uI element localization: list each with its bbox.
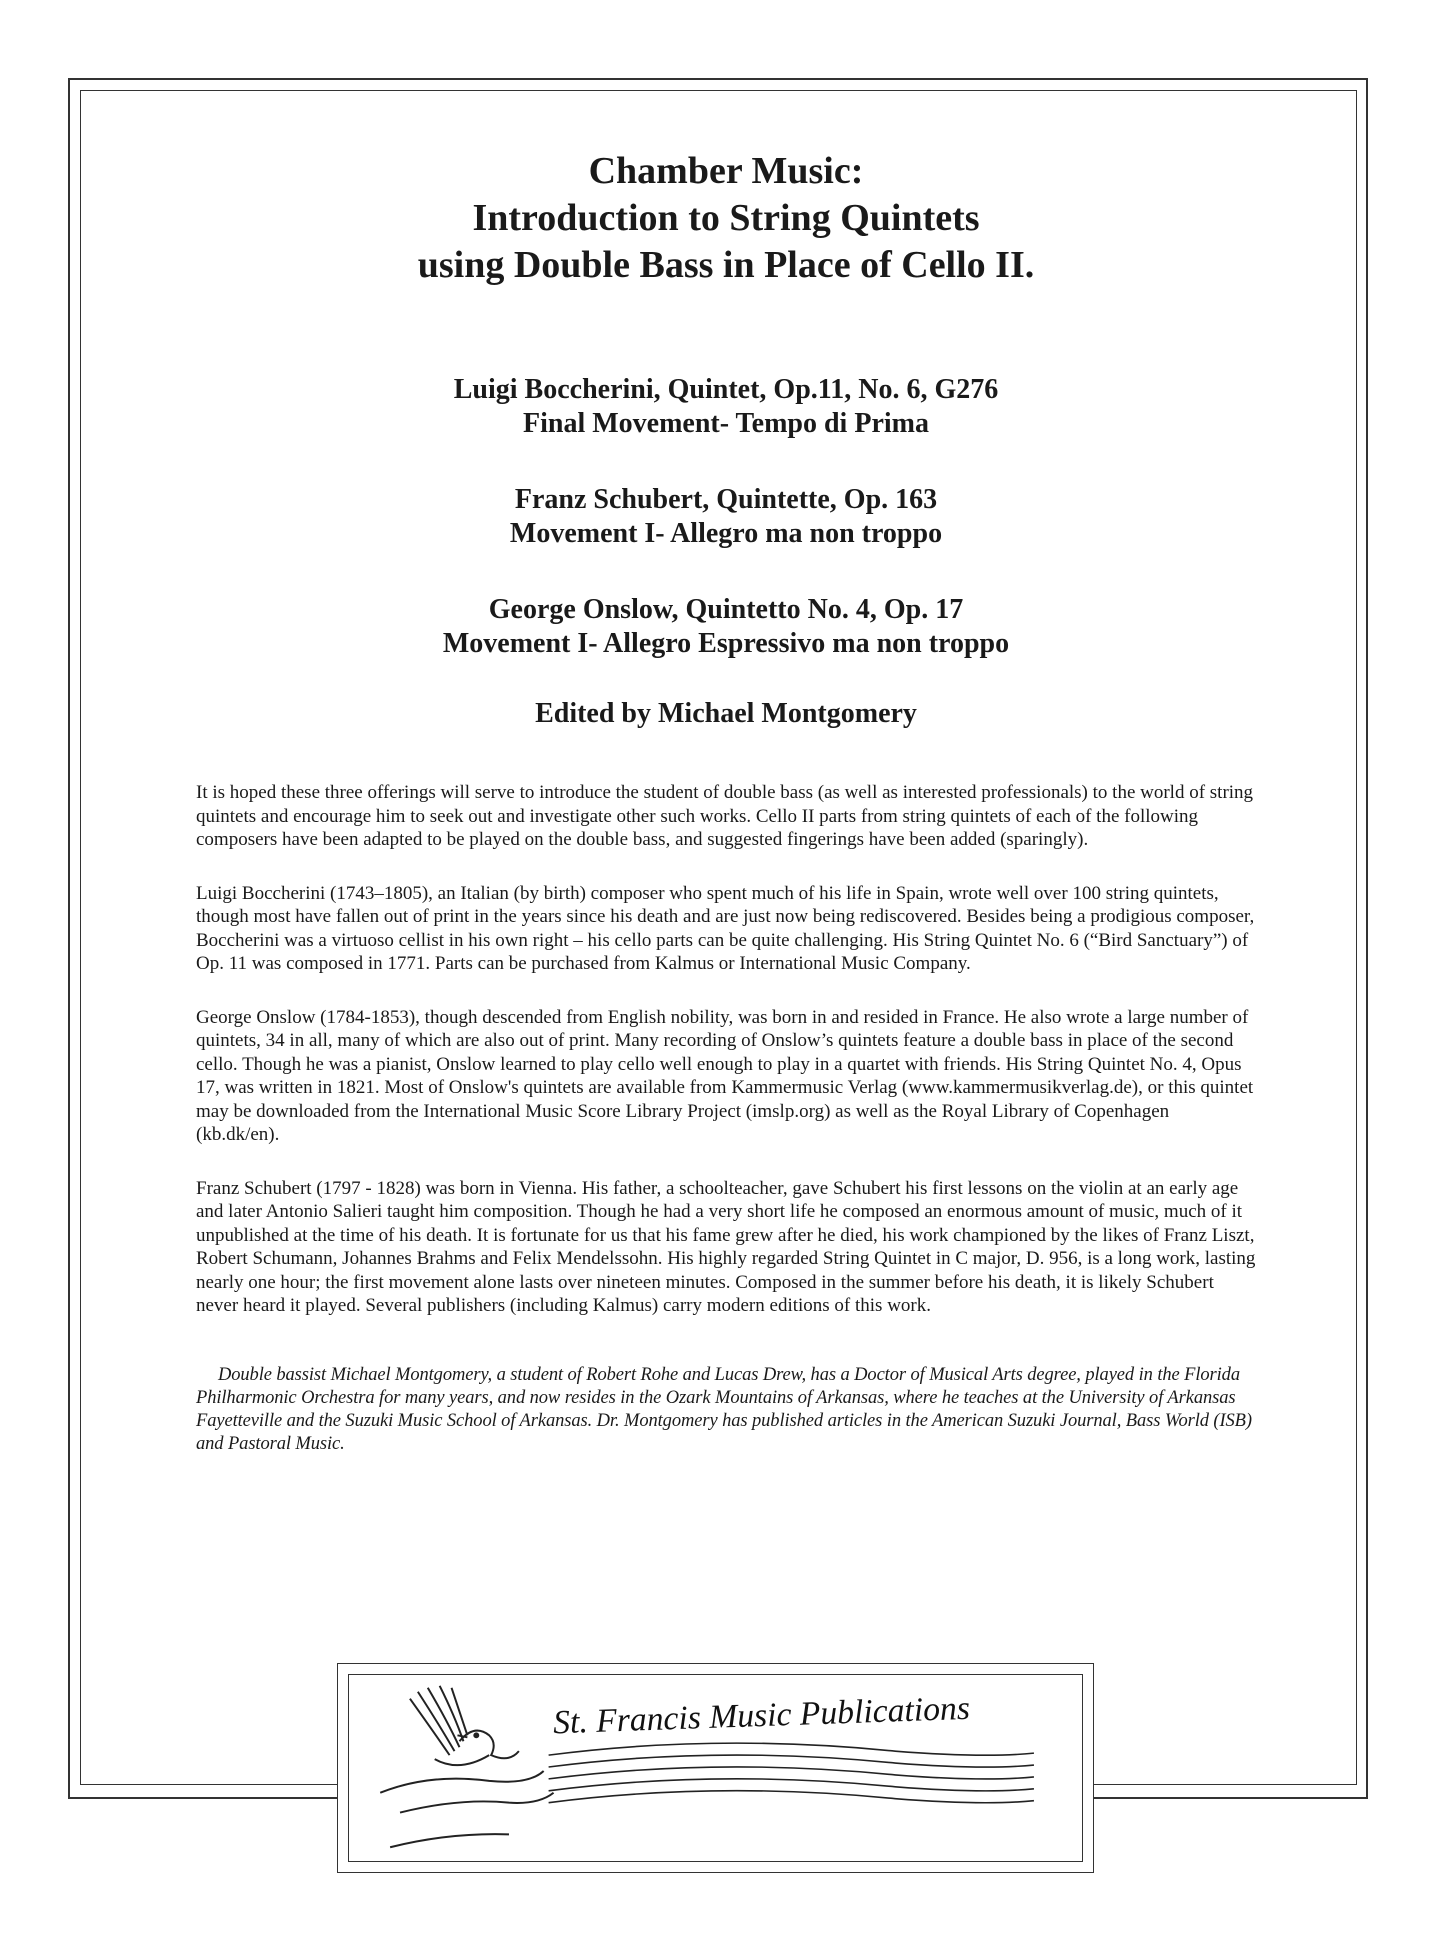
boccherini-paragraph: Luigi Boccherini (1743–1805), an Italian (by birth) composer who spent much of his life in Spain, wrote well over 100 string quintets, though most have fallen out of print in the years since his death and are just now being rediscovered. Besides being a prodigious composer, Boccherini was a virtuoso cellist in his own right – his cello parts can be quite challenging. His String Quintet No. 6 (“Bird Sanctuary”) of Op. 11 was composed in 1771. Parts can be purchased from Kalmus or International Music Company. xyxy=(196,882,1255,974)
work-title: Franz Schubert, Quintette, Op. 163 xyxy=(514,484,938,515)
work-boccherini xyxy=(196,373,1256,441)
title-line-1: Chamber Music: xyxy=(588,150,864,192)
dove-staff-logo-icon xyxy=(338,1664,1093,1872)
work-movement: Movement I- Allegro ma non troppo xyxy=(509,518,943,549)
work-movement: Final Movement- Tempo di Prima xyxy=(523,408,929,439)
work-movement: Movement I- Allegro Espressivo ma non troppo xyxy=(442,628,1010,659)
schubert-paragraph: Franz Schubert (1797 - 1828) was born in Vienna. His father, a schoolteacher, gave Schubert his first lessons on the violin at an early age and later Antonio Salieri taught him composition. Though he had a very short life he composed an enormous amount of music, much of it unpublished at the time of his death. It is fortunate for us that his fame grew after he died, his work championed by the likes of Franz Liszt, Robert Schumann, Johannes Brahms and Felix Mendelssohn. His highly regarded String Quintet in C major, D. 956, is a long work, lasting nearly one hour; the first movement alone lasts over nineteen minutes. Composed in the summer before his death, it is likely Schubert never heard it played. Several publishers (including Kalmus) carry modern editions of this work. xyxy=(196,1177,1256,1316)
editor-credit: Edited by Michael Montgomery xyxy=(535,698,917,729)
svg-text:St. Francis Music Publications: St. Francis Music Publications xyxy=(552,1689,971,1742)
page-title xyxy=(196,148,1256,289)
intro-paragraph: It is hoped these three offerings will serve to introduce the student of double bass (as well as interested professionals) to the world of string quintets and encourage him to seek out and investigate other such works. Cello II parts from string quintets of each of the following composers have been adapted to be played on the double bass, and suggested fingerings have been added (sparingly). xyxy=(196,782,1254,850)
page-content xyxy=(196,130,1256,1456)
title-line-2: Introduction to String Quintets xyxy=(472,197,980,239)
onslow-paragraph: George Onslow (1784-1853), though descended from English nobility, was born in and resided in France. He also wrote a large number of quintets, 34 in all, many of which are also out of print. Many recording of Onslow’s quintets feature a double bass in place of the second cello. Though he was a pianist, Onslow learned to play cello well enough to play in a quartet with friends. His String Quintet No. 4, Opus 17, was written in 1821. Most of Onslow's quintets are available from Kammermusic Verlag (www.kammermusikverlag.de), or this quintet may be downloaded from the International Music Score Library Project (imslp.org) as well as the Royal Library of Copenhagen (kb.dk/en). xyxy=(196,1006,1254,1145)
work-title: Luigi Boccherini, Quintet, Op.11, No. 6, G276 xyxy=(453,374,999,405)
work-title: George Onslow, Quintetto No. 4, Op. 17 xyxy=(488,594,964,625)
title-line-3: using Double Bass in Place of Cello II. xyxy=(417,244,1035,286)
publisher-logo xyxy=(337,1663,1094,1873)
work-onslow xyxy=(196,593,1256,661)
work-schubert xyxy=(196,483,1256,551)
editor-bio: Double bassist Michael Montgomery, a student of Robert Rohe and Lucas Drew, has a Doctor of Musical Arts degree, played in the Florida Philharmonic Orchestra for many years, and now resides in the Ozark Mountains of Arkansas, where he teaches at the University of Arkansas Fayetteville and the Suzuki Music School of Arkansas. Dr. Montgomery has published articles in the American Suzuki Journal, Bass World (ISB) and Pastoral Music. xyxy=(196,1364,1252,1454)
